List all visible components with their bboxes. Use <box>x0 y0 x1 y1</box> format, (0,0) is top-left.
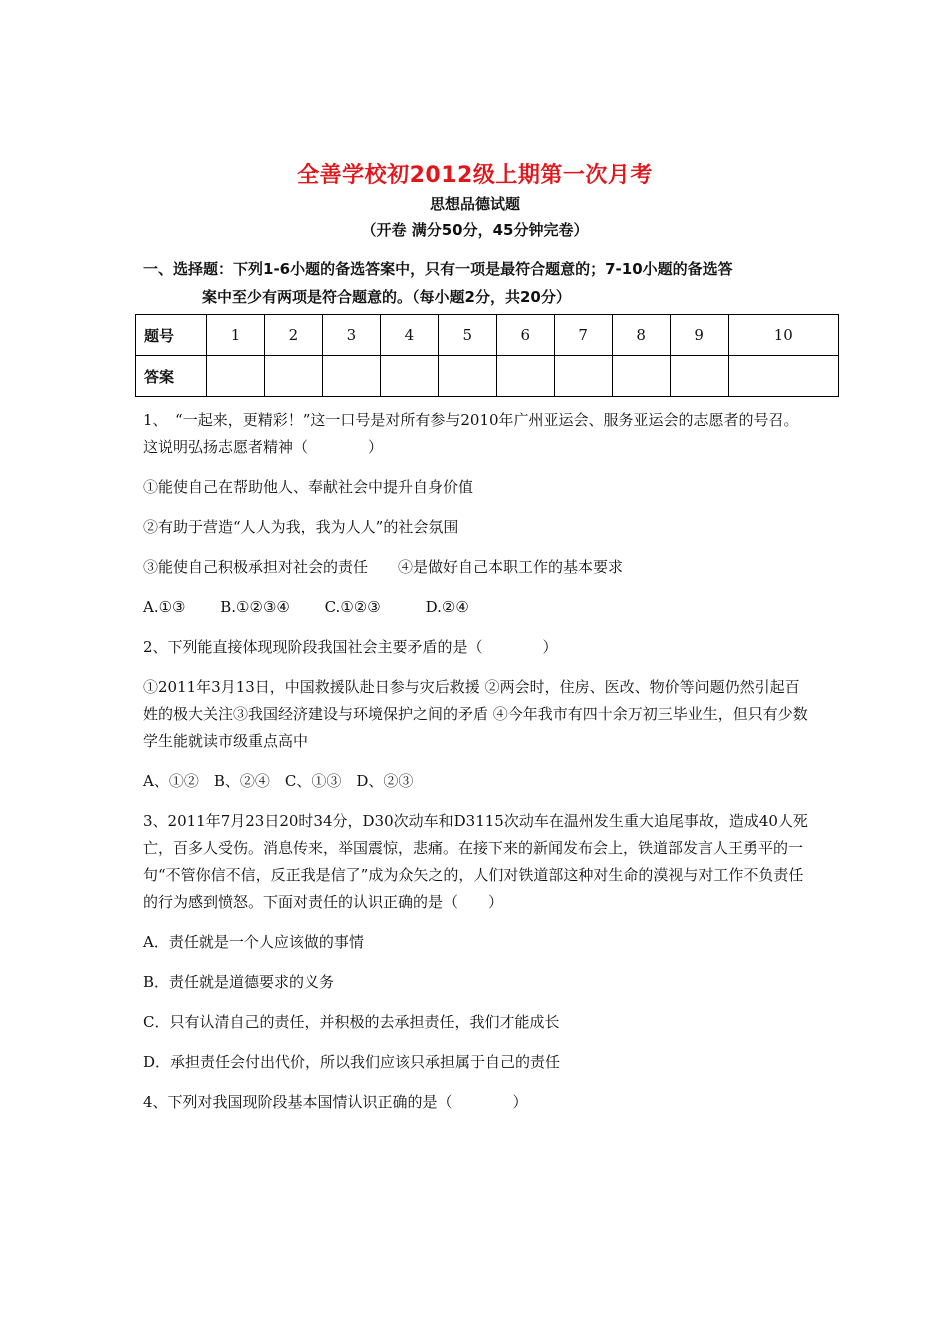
question-number-cell: 7 <box>554 315 612 356</box>
question-number-cell: 9 <box>670 315 728 356</box>
answer-cell[interactable] <box>554 356 612 397</box>
answer-cell[interactable] <box>496 356 554 397</box>
question-number-cell: 2 <box>264 315 322 356</box>
question-2-statements: ①2011年3月13日，中国救援队赴日参与灾后救援 ②两会时，住房、医改、物价等问题仍然引起百姓的极大关注③我国经济建设与环境保护之间的矛盾 ④今年我市有四十余万初三毕业生，但只有少数学生能就读市级重点高中 <box>143 678 808 750</box>
question-number-cell: 4 <box>380 315 438 356</box>
question-3-option-a: A．责任就是一个人应该做的事情 <box>143 933 364 951</box>
answer-cell[interactable] <box>612 356 670 397</box>
question-4-stem: 4、下列对我国现阶段基本国情认识正确的是（ ） <box>143 1093 528 1111</box>
question-1-statement: ①能使自己在帮助他人、奉献社会中提升自身价值 <box>143 478 474 496</box>
question-1-stem: 1、 “一起来，更精彩！”这一口号是对所有参与2010年广州亚运会、服务亚运会的志愿者的号召。这说明弘扬志愿者精神（ ） <box>143 411 799 456</box>
answer-cell[interactable] <box>322 356 380 397</box>
answer-cell[interactable] <box>207 356 265 397</box>
question-2-stem: 2、下列能直接体现现阶段我国社会主要矛盾的是（ ） <box>143 638 558 656</box>
answer-cell[interactable] <box>438 356 496 397</box>
answer-cell[interactable] <box>380 356 438 397</box>
answer-cell[interactable] <box>728 356 838 397</box>
questions-body <box>143 407 813 1129</box>
question-number-cell: 6 <box>496 315 554 356</box>
question-1-options: A.①③ B.①②③④ C.①②③ D.②④ <box>143 598 469 616</box>
question-3-option-c: C．只有认清自己的责任，并积极的去承担责任，我们才能成长 <box>143 1013 560 1031</box>
question-2-options: A、①② B、②④ C、①③ D、②③ <box>143 772 414 790</box>
answer-cell[interactable] <box>264 356 322 397</box>
question-number-label: 题号 <box>136 315 207 356</box>
question-1-statement: ②有助于营造“人人为我，我为人人”的社会氛围 <box>143 518 459 536</box>
section-heading-line-1: 一、选择题：下列1-6小题的备选答案中，只有一项是最符合题意的；7-10小题的备选答 <box>143 260 733 278</box>
answer-table <box>135 314 839 397</box>
section-heading-line-2: 案中至少有两项是符合题意的。（每小题2分，共20分） <box>202 288 571 306</box>
section-heading <box>143 255 813 311</box>
question-number-cell: 5 <box>438 315 496 356</box>
question-number-cell: 1 <box>207 315 265 356</box>
answer-cell[interactable] <box>670 356 728 397</box>
exam-subject: 思想品德试题 <box>429 195 520 213</box>
answer-label: 答案 <box>136 356 207 397</box>
question-3-option-d: D．承担责任会付出代价，所以我们应该只承担属于自己的责任 <box>143 1053 561 1071</box>
question-number-cell: 8 <box>612 315 670 356</box>
question-1-statement: ③能使自己积极承担对社会的责任 ④是做好自己本职工作的基本要求 <box>143 558 624 576</box>
exam-info: （开卷 满分50分，45分钟完卷） <box>361 221 589 239</box>
exam-title: 全善学校初2012级上期第一次月考 <box>297 163 653 188</box>
question-number-cell: 3 <box>322 315 380 356</box>
question-3-stem: 3、2011年7月23日20时34分，D30次动车和D3115次动车在温州发生重大追尾事故，造成40人死亡，百多人受伤。消息传来，举国震惊，悲痛。在接下来的新闻发布会上，铁道部发言人王勇平的一句“不管你信不信，反正我是信了”成为众矢之的，人们对铁道部这种对生命的漠视与对工作不负责任的行为感到愤怒。下面对责任的认识正确的是（ ） <box>143 812 808 911</box>
answer-table-number-row <box>136 315 839 356</box>
question-3-option-b: B．责任就是道德要求的义务 <box>143 973 335 991</box>
question-number-cell: 10 <box>728 315 838 356</box>
answer-table-answer-row <box>136 356 839 397</box>
